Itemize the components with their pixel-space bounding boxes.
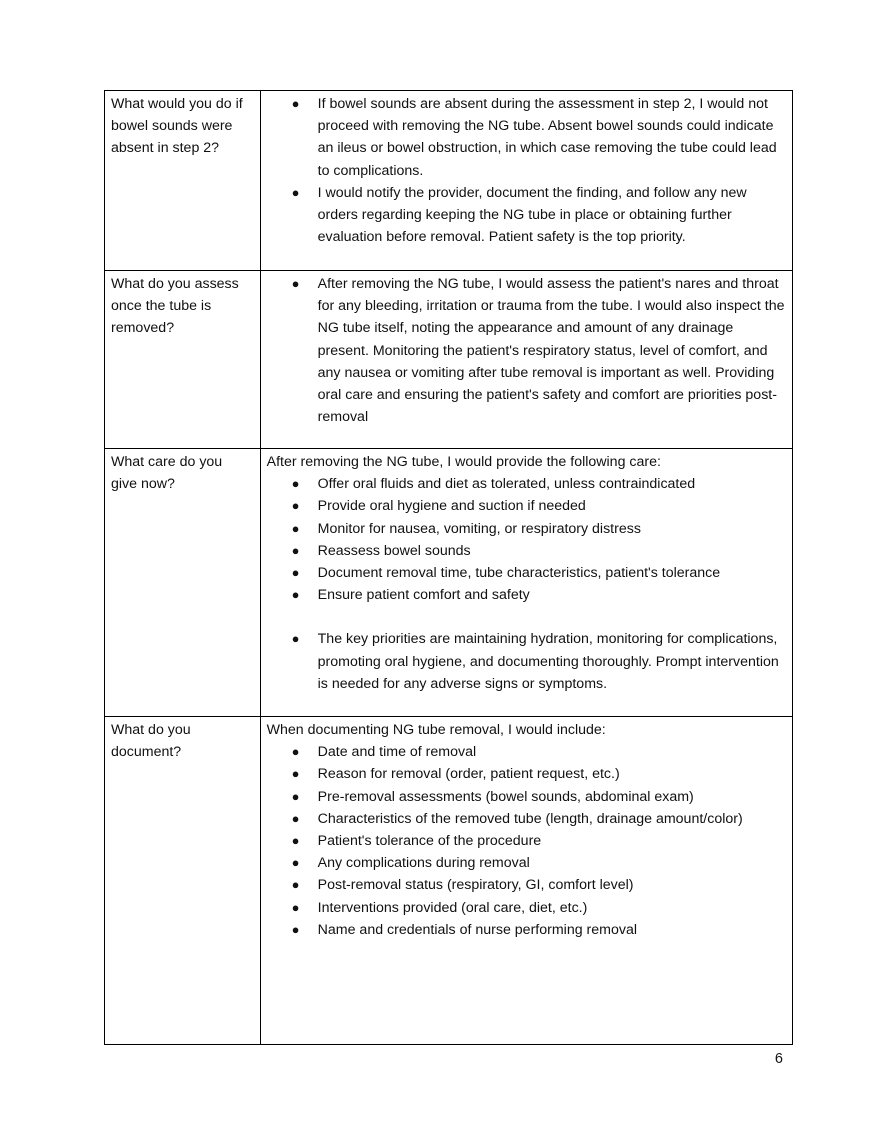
list-item-text: Reason for removal (order, patient request, etc.) xyxy=(317,766,620,783)
question-text: What do you document? xyxy=(111,722,191,761)
list-item-text: Pre-removal assessments (bowel sounds, abdominal exam) xyxy=(317,788,694,805)
list-item xyxy=(267,830,786,852)
question-cell xyxy=(105,717,261,1045)
question-cell xyxy=(105,449,261,717)
list-item xyxy=(267,540,786,562)
table-row xyxy=(105,91,793,271)
bullet-icon: ● xyxy=(291,899,300,915)
list-item-text: Reassess bowel sounds xyxy=(317,542,471,559)
bullet-icon: ● xyxy=(291,788,300,804)
bullet-icon: ● xyxy=(291,96,300,111)
bullet-icon: ● xyxy=(291,921,300,937)
list-item xyxy=(267,874,786,896)
table-row xyxy=(105,449,793,717)
question-cell xyxy=(105,91,261,271)
bullet-icon: ● xyxy=(291,744,300,760)
bullet-icon: ● xyxy=(291,877,300,893)
list-item xyxy=(267,852,786,874)
list-item xyxy=(267,628,786,695)
bullet-list xyxy=(267,741,786,941)
bullet-icon: ● xyxy=(291,833,300,849)
list-item-text: After removing the NG tube, I would assess the patient's nares and throat for any bleeding, irritation or trauma from the tube. I would also inspect the NG tube itself, noting the appearance and amount of any drainage present. Monitoring the patient's respiratory status, level of comfort, and any nausea or vomiting after tube removal is important as well. Providing oral care and ensuring the patient's safety and comfort are priorities post-removal xyxy=(317,276,785,426)
question-cell xyxy=(105,271,261,449)
page-number: 6 xyxy=(774,1051,783,1067)
table-row xyxy=(105,717,793,1045)
list-item xyxy=(267,584,786,606)
list-item-text: Ensure patient comfort and safety xyxy=(317,587,530,604)
answer-cell xyxy=(260,271,792,449)
list-item xyxy=(267,786,786,808)
bullet-icon: ● xyxy=(291,565,300,581)
list-item-text: The key priorities are maintaining hydration, monitoring for complications, promoting oral hygiene, and documenting thoroughly. Prompt intervention is needed for any adverse signs or symptoms. xyxy=(317,631,779,692)
bullet-list xyxy=(267,473,786,695)
question-text: What care do you give now? xyxy=(111,454,223,493)
list-item xyxy=(267,473,786,495)
bullet-icon: ● xyxy=(291,520,300,536)
list-item-text: Interventions provided (oral care, diet, etc.) xyxy=(317,899,588,916)
list-item xyxy=(267,763,786,785)
list-item-text: Document removal time, tube characteristics, patient's tolerance xyxy=(317,565,721,582)
question-text: What would you do if bowel sounds were absent in step 2? xyxy=(111,96,243,157)
bullet-icon: ● xyxy=(291,476,300,492)
bullet-icon: ● xyxy=(291,542,300,558)
list-item-text: I would notify the provider, document the finding, and follow any new orders regarding keeping the NG tube in place or obtaining further evaluation before removal. Patient safety is the top priority. xyxy=(317,184,747,246)
list-item xyxy=(267,273,786,428)
question-text: What do you assess once the tube is removed? xyxy=(111,276,239,337)
list-item xyxy=(267,808,786,830)
list-item xyxy=(267,495,786,517)
list-item-text: Patient's tolerance of the procedure xyxy=(317,833,542,850)
intro-text: When documenting NG tube removal, I would include: xyxy=(266,722,606,738)
list-item-text: Name and credentials of nurse performing removal xyxy=(317,921,638,938)
list-item xyxy=(267,919,786,941)
list-item xyxy=(267,518,786,540)
qa-table xyxy=(104,90,793,1045)
list-item xyxy=(267,897,786,919)
bullet-icon: ● xyxy=(291,498,300,514)
table-row xyxy=(105,271,793,449)
bullet-icon: ● xyxy=(291,631,300,647)
answer-cell xyxy=(260,717,792,1045)
list-item-text: Monitor for nausea, vomiting, or respiratory distress xyxy=(317,520,641,537)
list-item-text: Provide oral hygiene and suction if needed xyxy=(317,498,586,515)
bullet-icon: ● xyxy=(291,587,300,603)
list-item xyxy=(267,93,786,182)
intro-text: After removing the NG tube, I would provide the following care: xyxy=(266,454,661,470)
bullet-icon: ● xyxy=(291,276,300,291)
list-item-text: Offer oral fluids and diet as tolerated, unless contraindicated xyxy=(317,476,696,493)
bullet-icon: ● xyxy=(291,855,300,871)
bullet-icon: ● xyxy=(291,810,300,826)
list-item-text: Any complications during removal xyxy=(317,855,530,872)
answer-cell xyxy=(260,449,792,717)
bullet-list xyxy=(267,93,786,248)
list-item-text: Characteristics of the removed tube (length, drainage amount/color) xyxy=(317,810,743,827)
list-item-text: Post-removal status (respiratory, GI, comfort level) xyxy=(317,877,634,894)
bullet-icon: ● xyxy=(291,184,300,200)
answer-cell xyxy=(260,91,792,271)
bullet-list xyxy=(267,273,786,428)
list-item-text: If bowel sounds are absent during the assessment in step 2, I would not proceed with removing the NG tube. Absent bowel sounds could indicate an ileus or bowel obstruction, in which case removing the tube could lead to complications. xyxy=(317,96,777,179)
list-item xyxy=(267,741,786,763)
bullet-icon: ● xyxy=(291,766,300,782)
list-item-text: Date and time of removal xyxy=(317,744,477,761)
list-item xyxy=(267,182,786,249)
list-item xyxy=(267,562,786,584)
